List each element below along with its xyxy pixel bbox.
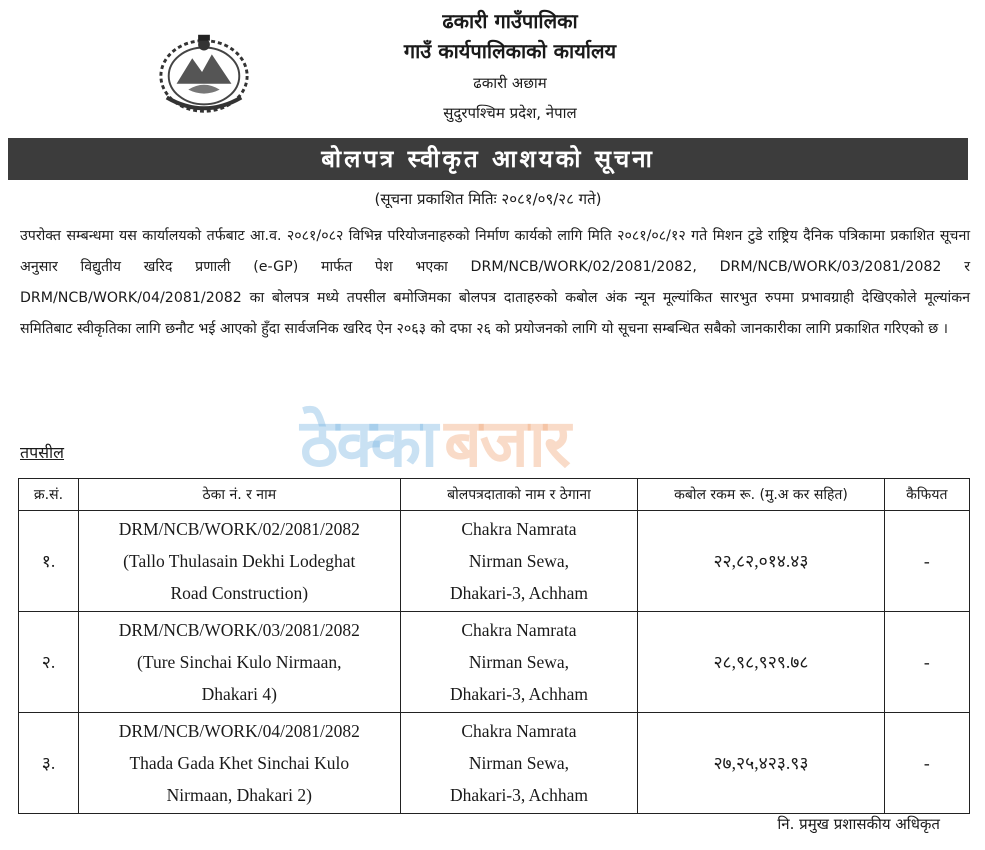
bidder-line: Chakra Namrata [461, 721, 577, 741]
bidder-line: Chakra Namrata [461, 620, 577, 640]
row-bidder [400, 713, 638, 814]
row-serial: ३. [19, 713, 79, 814]
bidder-line: Dhakari-3, Achham [449, 583, 588, 603]
header-serial: क्र.सं. [19, 479, 79, 511]
table-row [19, 713, 970, 814]
contract-line: (Tallo Thulasain Dekhi Lodeghat [123, 551, 356, 571]
row-serial: २. [19, 612, 79, 713]
bidder-line: Nirman Sewa, [468, 652, 570, 672]
row-remarks: - [884, 713, 969, 814]
watermark [300, 404, 569, 484]
contract-line: (Ture Sinchai Kulo Nirmaan, [137, 652, 342, 672]
row-contract [78, 612, 400, 713]
row-remarks: - [884, 612, 969, 713]
row-contract [78, 713, 400, 814]
contract-line: Dhakari 4) [201, 684, 277, 704]
bidder-line: Nirman Sewa, [468, 551, 570, 571]
publication-date: (सूचना प्रकाशित मितिः २०८१/०९/२८ गते) [374, 190, 602, 208]
row-serial: १. [19, 511, 79, 612]
bidder-line: Dhakari-3, Achham [449, 785, 588, 805]
contract-line: DRM/NCB/WORK/03/2081/2082 [118, 620, 360, 640]
row-amount: २२,८२,०१४.४३ [638, 511, 884, 612]
municipality-name: ढकारी गाउँपालिका [442, 9, 578, 33]
header-contract: ठेका नं. र नाम [78, 479, 400, 511]
contract-line: DRM/NCB/WORK/04/2081/2082 [118, 721, 360, 741]
notice-title: बोलपत्र स्वीकृत आशयको सूचना [8, 138, 968, 180]
row-bidder [400, 511, 638, 612]
office-name: गाउँ कार्यपालिकाको कार्यालय [403, 39, 617, 63]
office-header [300, 6, 720, 128]
table-row [19, 612, 970, 713]
row-amount: २७,२५,४२३.९३ [638, 713, 884, 814]
bidder-line: Dhakari-3, Achham [449, 684, 588, 704]
office-location: ढकारी अछाम [473, 74, 547, 92]
contract-line: DRM/NCB/WORK/02/2081/2082 [118, 519, 360, 539]
watermark-part-2: बजार [444, 405, 569, 482]
contract-line: Thada Gada Khet Sinchai Kulo [129, 753, 350, 773]
header-amount: कबोल रकम रू. (मु.अ कर सहित) [638, 479, 884, 511]
contract-line: Nirmaan, Dhakari 2) [166, 785, 312, 805]
nepal-emblem-icon [155, 28, 253, 118]
details-label: तपसील [20, 443, 65, 462]
signatory-title: नि. प्रमुख प्रशासकीय अधिकृत [777, 815, 940, 833]
row-amount: २८,९८,९२९.७८ [638, 612, 884, 713]
row-bidder [400, 612, 638, 713]
watermark-part-1: ठेक्का [300, 405, 437, 482]
row-contract [78, 511, 400, 612]
header-bidder: बोलपत्रदाताको नाम र ठेगाना [400, 479, 638, 511]
header-remarks: कैफियत [884, 479, 969, 511]
province-country: सुदुरपश्चिम प्रदेश, नेपाल [443, 104, 577, 122]
bidder-line: Chakra Namrata [461, 519, 577, 539]
notice-body: उपरोक्त सम्बन्धमा यस कार्यालयको तर्फबाट आ.व. २०८१/०८२ विभिन्न परियोजनाहरुको निर्माण कार्यको लागि मिति २०८१/०८/१२ गते मिशन टुडे राष्ट्रिय दैनिक पत्रिकामा प्रकाशित सूचना अनुसार विद्युतीय खरिद प्रणाली (e-GP) मार्फत पेश भएका DRM/NCB/WORK/02/2081/2082, DRM/NCB/WORK/03/2081/2082 र DRM/NCB/WORK/04/2081/2082 का बोलपत्र मध्ये तपसील बमोजिमका बोलपत्र दाताहरुको कबोल अंक न्यून मूल्यांकित सारभुत रुपमा प्रभावग्राही देखिएकोले मूल्यांकन समितिबाट स्वीकृतिका लागि छनौट भई आएको हुँदा सार्वजनिक खरिद ऐन २०६३ को दफा २६ को प्रयोजनको लागि यो सूचना सम्बन्धित सबैको जानकारीका लागि प्रकाशित गरिएको छ । [20, 228, 970, 337]
bid-details-table [18, 478, 970, 814]
contract-line: Road Construction) [170, 583, 309, 603]
table-header-row [19, 479, 970, 511]
table-row [19, 511, 970, 612]
bidder-line: Nirman Sewa, [468, 753, 570, 773]
row-remarks: - [884, 511, 969, 612]
